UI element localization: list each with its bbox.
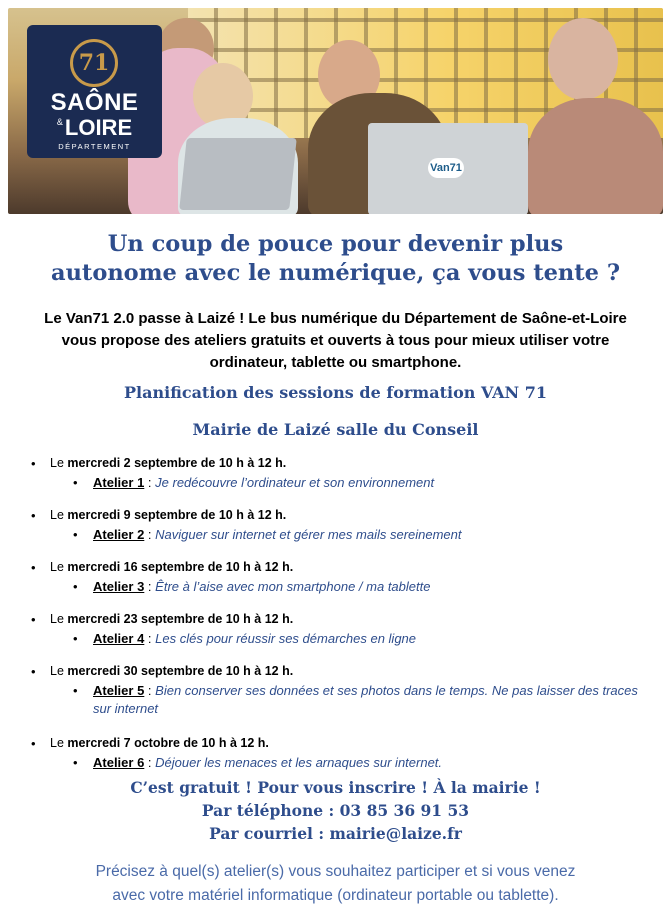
atelier-description: Déjouer les menaces et les arnaques sur internet.	[155, 755, 443, 770]
session-list	[30, 455, 650, 775]
footer-line-1: Précisez à quel(s) atelier(s) vous souhaitez participer et si vous venez	[95, 863, 576, 880]
atelier-label: Atelier 6	[93, 755, 145, 770]
session-prefix: Le	[50, 456, 68, 470]
atelier-line	[30, 578, 650, 596]
session-when: mercredi 16 septembre de 10 h à 12 h.	[67, 560, 294, 574]
atelier-line	[30, 682, 650, 718]
intro-paragraph	[10, 308, 661, 374]
atelier-label: Atelier 4	[93, 631, 145, 646]
session-date	[30, 735, 650, 752]
atelier-separator: :	[144, 475, 156, 490]
session-item	[30, 455, 650, 507]
atelier-description: Être à l’aise avec mon smartphone / ma tablette	[155, 579, 431, 594]
session-item	[30, 663, 650, 735]
session-item	[30, 507, 650, 559]
atelier-label: Atelier 2	[93, 527, 145, 542]
logo-line-departement: DÉPARTEMENT	[58, 142, 131, 151]
session-date	[30, 611, 650, 628]
session-date	[30, 559, 650, 576]
atelier-separator: :	[144, 683, 156, 698]
intro-line-1: Le Van71 2.0 passe à Laizé ! Le bus numérique du Département de Saône-et-Loire	[44, 310, 627, 327]
atelier-line	[30, 754, 650, 772]
atelier-description: Naviguer sur internet et gérer mes mails sereinement	[155, 527, 462, 542]
atelier-description: Les clés pour réussir ses démarches en ligne	[155, 631, 417, 646]
contact-email: Par courriel : mairie@laize.fr	[209, 824, 462, 843]
title-line-1: Un coup de pouce pour devenir plus	[107, 231, 564, 257]
atelier-label: Atelier 1	[93, 475, 145, 490]
laptop	[179, 138, 297, 210]
atelier-separator: :	[144, 579, 156, 594]
logo-ampersand: &	[56, 117, 63, 127]
session-when: mercredi 30 septembre de 10 h à 12 h.	[67, 664, 294, 678]
session-when: mercredi 9 septembre de 10 h à 12 h.	[67, 508, 287, 522]
person-head	[548, 18, 618, 100]
page-title	[0, 230, 671, 288]
session-when: mercredi 2 septembre de 10 h à 12 h.	[67, 456, 287, 470]
title-line-2: autonome avec le numérique, ça vous tente ?	[50, 260, 620, 286]
saone-et-loire-logo	[27, 25, 162, 158]
session-date	[30, 455, 650, 472]
planning-heading: Planification des sessions de formation VAN 71	[124, 383, 547, 402]
session-item	[30, 559, 650, 611]
location-heading: Mairie de Laizé salle du Conseil	[192, 420, 479, 439]
session-prefix: Le	[50, 508, 68, 522]
session-when: mercredi 7 octobre de 10 h à 12 h.	[67, 736, 269, 750]
van71-sticker: Van71	[428, 158, 464, 178]
session-item	[30, 735, 650, 775]
atelier-line	[30, 630, 650, 648]
contact-phone: Par téléphone : 03 85 36 91 53	[201, 801, 470, 820]
atelier-separator: :	[144, 527, 156, 542]
logo-71-mark: 71	[70, 39, 118, 87]
session-prefix: Le	[50, 612, 68, 626]
atelier-separator: :	[144, 631, 156, 646]
footer-note	[0, 860, 671, 908]
person-seated	[528, 98, 663, 214]
session-item	[30, 611, 650, 663]
session-date	[30, 663, 650, 680]
logo-line-loire	[27, 115, 162, 141]
session-prefix: Le	[50, 736, 68, 750]
atelier-description: Bien conserver ses données et ses photos dans le temps. Ne pas laisser des traces sur internet	[93, 683, 638, 716]
free-registration-note: C’est gratuit ! Pour vous inscrire ! À la mairie !	[130, 778, 541, 797]
session-date	[30, 507, 650, 524]
atelier-label: Atelier 5	[93, 683, 145, 698]
atelier-separator: :	[144, 755, 156, 770]
footer-line-2: avec votre matériel informatique (ordinateur portable ou tablette).	[112, 887, 559, 904]
session-prefix: Le	[50, 560, 68, 574]
atelier-line	[30, 474, 650, 492]
session-when: mercredi 23 septembre de 10 h à 12 h.	[67, 612, 294, 626]
atelier-label: Atelier 3	[93, 579, 145, 594]
atelier-description: Je redécouvre l’ordinateur et son environnement	[155, 475, 435, 490]
intro-line-3: ordinateur, tablette ou smartphone.	[209, 354, 462, 371]
logo-line-saone: SAÔNE	[50, 89, 139, 116]
logo-loire-text: LOIRE	[64, 115, 133, 140]
atelier-line	[30, 526, 650, 544]
intro-line-2: vous propose des ateliers gratuits et ouverts à tous pour mieux utiliser votre	[61, 332, 610, 349]
session-prefix: Le	[50, 664, 68, 678]
